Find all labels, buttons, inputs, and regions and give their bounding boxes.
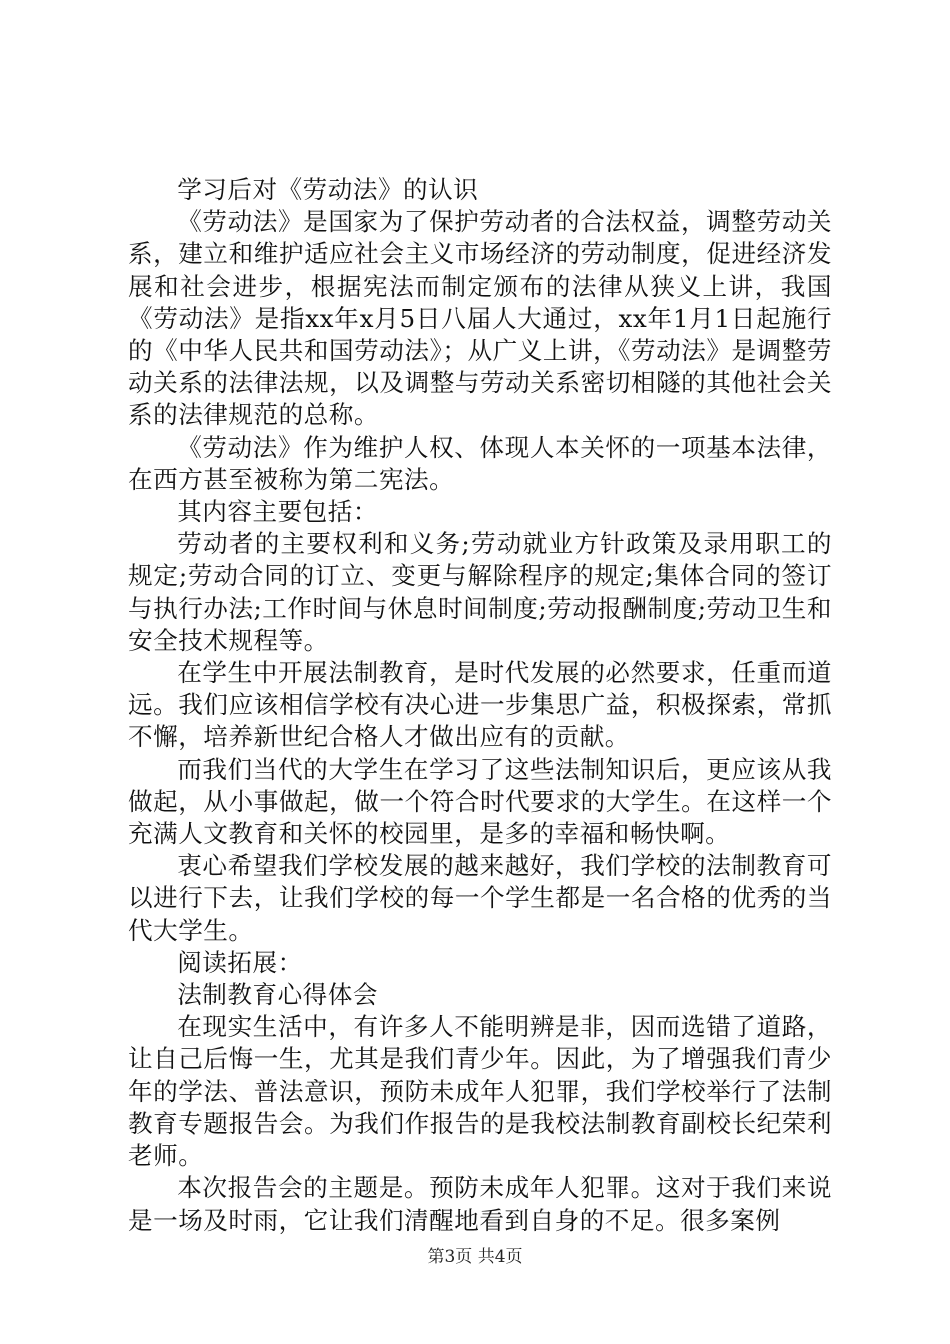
paragraph-reading-extension: 阅读拓展： — [177, 947, 303, 977]
paragraph-second-constitution: 《劳动法》作为维护人权、体现人本关怀的一项基本法律，在西方甚至被称为第二宪法。 — [128, 432, 832, 494]
paragraph-definition: 《劳动法》是国家为了保护劳动者的合法权益，调整劳动关系，建立和维护适应社会主义市场经济的劳动制度，促进经济发展和社会进步，根据宪法而制定颁布的法律从狭义上讲，我国《劳动法》是指xx年x月5日八届人大通过，xx年1月1日起施行的《中华人民共和国劳动法》；从广义上讲，《劳动法》是调整劳动关系的法律法规，以及调整与劳动关系密切相隧的其他社会关系的法律规范的总称。 — [128, 207, 832, 430]
paragraph-students: 而我们当代的大学生在学习了这些法制知识后，更应该从我做起，从小事做起，做一个符合时代要求的大学生。在这样一个充满人文教育和关怀的校园里，是多的幸福和畅快啊。 — [128, 754, 832, 849]
paragraph-real-life: 在现实生活中，有许多人不能明辨是非，因而选错了道路，让自己后悔一生，尤其是我们青少年。因此，为了增强我们青少年的学法、普法意识，预防未成年人犯罪，我们学校举行了法制教育专题报告会。为我们作报告的是我校法制教育副校长纪荣利老师。 — [128, 1012, 832, 1171]
paragraph-report-theme: 本次报告会的主题是。预防未成年人犯罪。这对于我们来说是一场及时雨，它让我们清醒地看到自身的不足。很多案例 — [128, 1173, 832, 1235]
page-footer: 第3页 共4页 — [427, 1247, 523, 1267]
paragraph-content-intro: 其内容主要包括： — [177, 497, 378, 527]
paragraph-hope: 衷心希望我们学校发展的越来越好，我们学校的法制教育可以进行下去，让我们学校的每一个学生都是一名合格的优秀的当代大学生。 — [128, 851, 832, 945]
document-body — [128, 174, 832, 1237]
paragraph-title: 学习后对《劳动法》的认识 — [177, 175, 479, 204]
paragraph-subtitle: 法制教育心得体会 — [177, 980, 378, 1010]
paragraph-legal-education: 在学生中开展法制教育，是时代发展的必然要求，任重而道远。我们应该相信学校有决心进一步集思广益，积极探索，常抓不懈，培养新世纪合格人才做出应有的贡献。 — [128, 658, 832, 752]
paragraph-content-list: 劳动者的主要权利和义务;劳动就业方针政策及录用职工的规定;劳动合同的订立、变更与解除程序的规定;集体合同的签订与执行办法;工作时间与休息时间制度;劳动报酬制度;劳动卫生和安全技术规程等。 — [128, 529, 832, 655]
